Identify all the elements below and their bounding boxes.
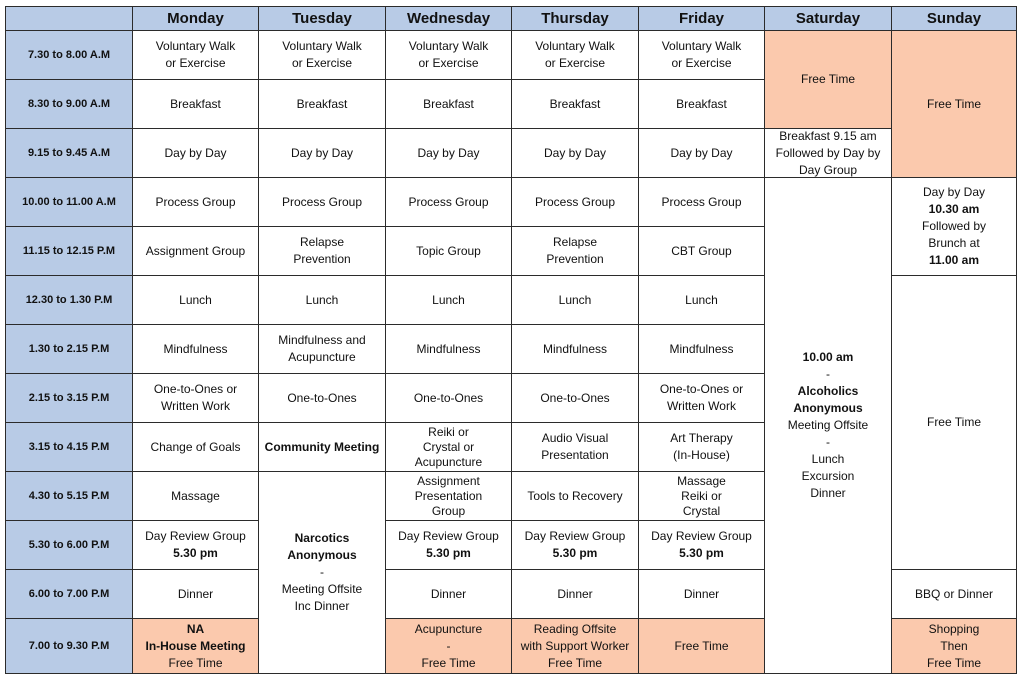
activity-cell-alcoholics-anonymous: 10.00 am - Alcoholics Anonymous Meeting Offsite - Lunch Excursion Dinner	[764, 177, 892, 674]
activity-cell: Day by Day	[132, 128, 259, 178]
activity-cell: Lunch	[258, 275, 386, 325]
activity-cell: Topic Group	[385, 226, 512, 276]
activity-cell: Day by Day	[638, 128, 765, 178]
activity-cell: Breakfast 9.15 am Followed by Day by Day Group	[764, 128, 892, 178]
activity-cell: Voluntary Walk or Exercise	[258, 30, 386, 80]
activity-cell: Breakfast	[385, 79, 512, 129]
activity-cell: Voluntary Walk or Exercise	[511, 30, 639, 80]
activity-cell: Mindfulness	[638, 324, 765, 374]
activity-cell: Mindfulness and Acupuncture	[258, 324, 386, 374]
activity-cell: Day Review Group 5.30 pm	[638, 520, 765, 570]
activity-cell: One-to-Ones	[511, 373, 639, 423]
activity-cell: Dinner	[132, 569, 259, 619]
header-sunday: Sunday	[891, 6, 1017, 31]
activity-cell: Voluntary Walk or Exercise	[385, 30, 512, 80]
activity-cell: One-to-Ones or Written Work	[638, 373, 765, 423]
activity-cell: Free Time	[891, 275, 1017, 570]
activity-cell: Lunch	[132, 275, 259, 325]
activity-cell: Process Group	[258, 177, 386, 227]
activity-cell-highlight: NA In-House Meeting Free Time	[132, 618, 259, 674]
activity-cell: Process Group	[132, 177, 259, 227]
activity-cell: Massage	[132, 471, 259, 521]
activity-cell: Lunch	[511, 275, 639, 325]
activity-cell: Massage Reiki or Crystal	[638, 471, 765, 521]
activity-cell: Assignment Group	[132, 226, 259, 276]
activity-cell: One-to-Ones	[258, 373, 386, 423]
activity-cell: Breakfast	[511, 79, 639, 129]
activity-cell: Process Group	[511, 177, 639, 227]
time-slot: 10.00 to 11.00 A.M	[5, 177, 133, 227]
time-slot: 2.15 to 3.15 P.M	[5, 373, 133, 423]
activity-cell: CBT Group	[638, 226, 765, 276]
activity-cell: Process Group	[385, 177, 512, 227]
activity-cell: One-to-Ones or Written Work	[132, 373, 259, 423]
activity-cell: Dinner	[511, 569, 639, 619]
time-slot: 5.30 to 6.00 P.M	[5, 520, 133, 570]
activity-cell: Art Therapy (In-House)	[638, 422, 765, 472]
header-monday: Monday	[132, 6, 259, 31]
activity-cell: Day by Day 10.30 am Followed by Brunch at 11.00 am	[891, 177, 1017, 276]
activity-cell: Process Group	[638, 177, 765, 227]
activity-cell-highlight: Acupuncture - Free Time	[385, 618, 512, 674]
activity-cell: Day by Day	[258, 128, 386, 178]
activity-cell-narcotics-anonymous: Narcotics Anonymous - Meeting Offsite Inc Dinner	[258, 471, 386, 674]
time-slot: 8.30 to 9.00 A.M	[5, 79, 133, 129]
activity-cell: Voluntary Walk or Exercise	[132, 30, 259, 80]
activity-cell: Reiki or Crystal or Acupuncture	[385, 422, 512, 472]
header-wednesday: Wednesday	[385, 6, 512, 31]
time-slot: 7.30 to 8.00 A.M	[5, 30, 133, 80]
header-tuesday: Tuesday	[258, 6, 386, 31]
time-slot: 12.30 to 1.30 P.M	[5, 275, 133, 325]
activity-cell: Assignment Presentation Group	[385, 471, 512, 521]
activity-cell: Day by Day	[385, 128, 512, 178]
header-saturday: Saturday	[764, 6, 892, 31]
activity-cell: BBQ or Dinner	[891, 569, 1017, 619]
activity-cell: Lunch	[385, 275, 512, 325]
activity-cell: Breakfast	[638, 79, 765, 129]
header-corner	[5, 6, 133, 31]
activity-cell-highlight: Free Time	[891, 30, 1017, 178]
time-slot: 6.00 to 7.00 P.M	[5, 569, 133, 619]
activity-cell: Relapse Prevention	[258, 226, 386, 276]
activity-cell: Day Review Group 5.30 pm	[132, 520, 259, 570]
activity-cell: Day Review Group 5.30 pm	[385, 520, 512, 570]
time-slot: 1.30 to 2.15 P.M	[5, 324, 133, 374]
activity-cell: Audio Visual Presentation	[511, 422, 639, 472]
header-thursday: Thursday	[511, 6, 639, 31]
activity-cell: Breakfast	[132, 79, 259, 129]
activity-cell-highlight: Free Time	[638, 618, 765, 674]
weekly-schedule-table	[5, 6, 1017, 674]
activity-cell: One-to-Ones	[385, 373, 512, 423]
time-slot: 3.15 to 4.15 P.M	[5, 422, 133, 472]
activity-cell: Dinner	[385, 569, 512, 619]
activity-cell-highlight: Shopping Then Free Time	[891, 618, 1017, 674]
time-slot: 9.15 to 9.45 A.M	[5, 128, 133, 178]
activity-cell: Voluntary Walk or Exercise	[638, 30, 765, 80]
header-friday: Friday	[638, 6, 765, 31]
time-slot: 11.15 to 12.15 P.M	[5, 226, 133, 276]
activity-cell: Dinner	[638, 569, 765, 619]
time-slot: 4.30 to 5.15 P.M	[5, 471, 133, 521]
activity-cell: Relapse Prevention	[511, 226, 639, 276]
activity-cell-highlight: Reading Offsite with Support Worker Free Time	[511, 618, 639, 674]
activity-cell: Mindfulness	[132, 324, 259, 374]
activity-cell: Day by Day	[511, 128, 639, 178]
activity-cell: Lunch	[638, 275, 765, 325]
activity-cell: Breakfast	[258, 79, 386, 129]
activity-cell: Day Review Group 5.30 pm	[511, 520, 639, 570]
activity-cell: Community Meeting	[258, 422, 386, 472]
activity-cell: Tools to Recovery	[511, 471, 639, 521]
activity-cell-highlight: Free Time	[764, 30, 892, 129]
activity-cell: Change of Goals	[132, 422, 259, 472]
activity-cell: Mindfulness	[385, 324, 512, 374]
activity-cell: Mindfulness	[511, 324, 639, 374]
time-slot: 7.00 to 9.30 P.M	[5, 618, 133, 674]
